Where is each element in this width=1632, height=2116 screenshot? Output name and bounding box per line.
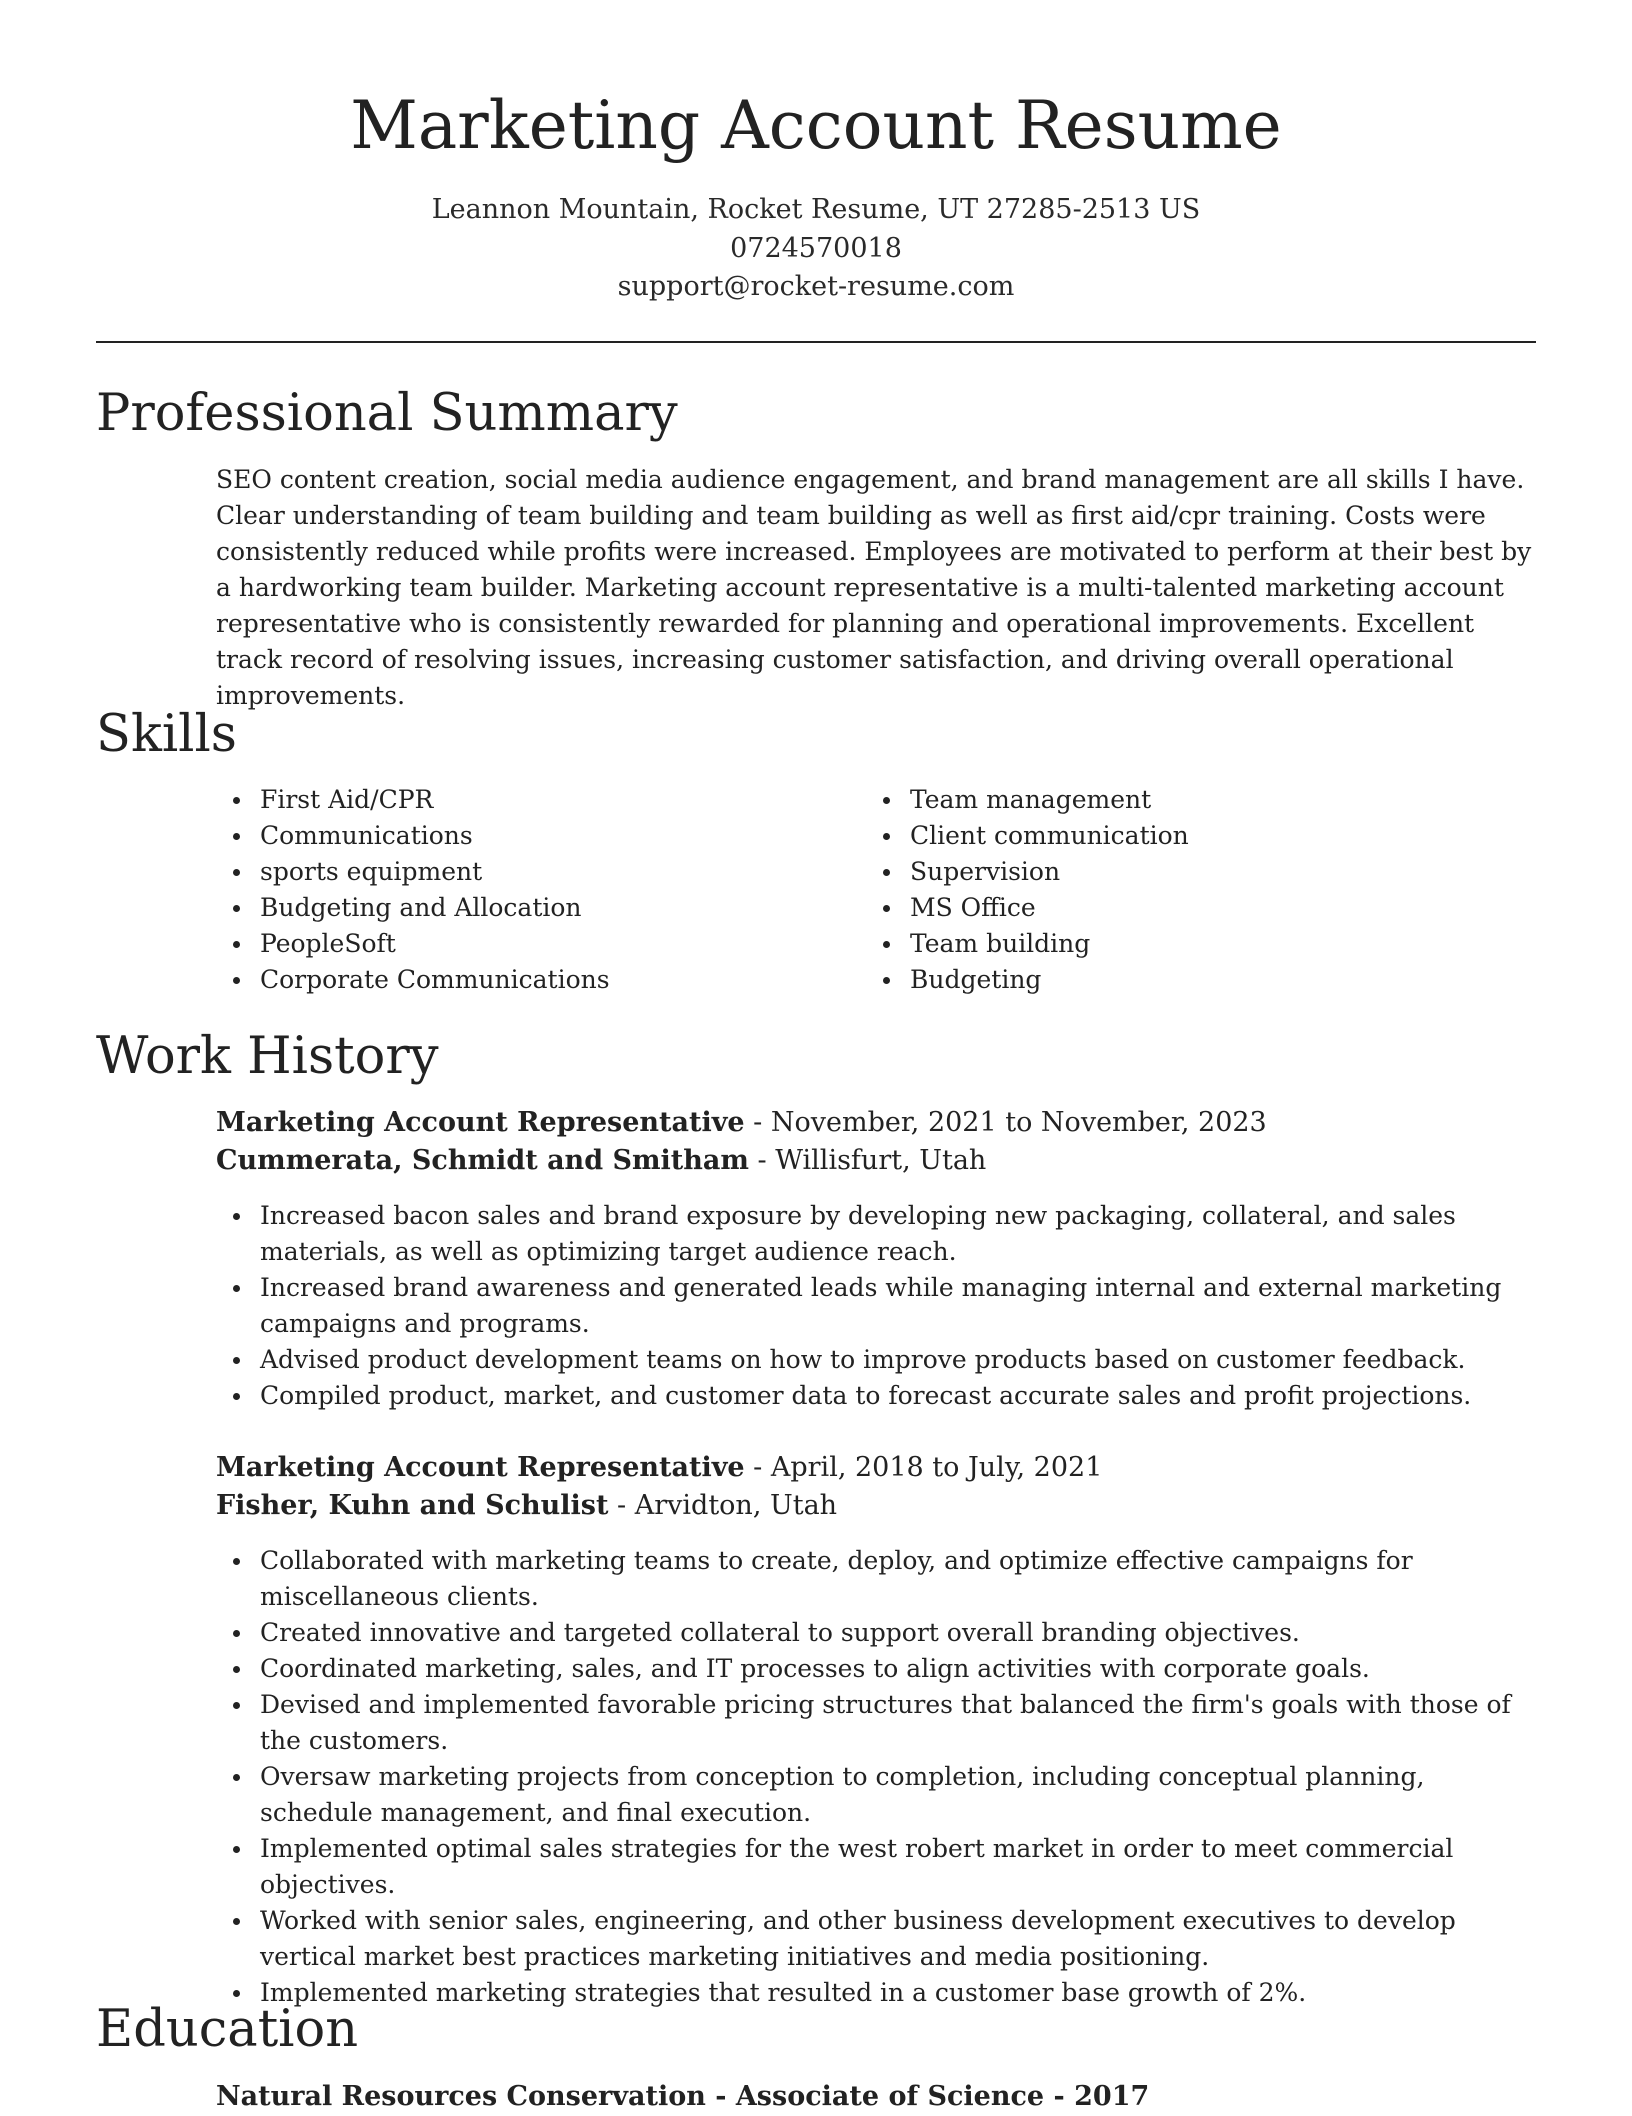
job-title-line bbox=[216, 1104, 1267, 1142]
skill-item: Budgeting bbox=[866, 962, 1486, 998]
job-company-line bbox=[216, 1487, 837, 1525]
section-title-education: Education bbox=[96, 2000, 359, 2059]
skill-item: Team management bbox=[866, 782, 1486, 818]
resume-title: Marketing Account Resume bbox=[350, 87, 1282, 164]
job-dates: - November, 2021 to November, 2023 bbox=[744, 1107, 1267, 1138]
job-company: Fisher, Kuhn and Schulist bbox=[216, 1490, 609, 1521]
skill-item: Corporate Communications bbox=[216, 962, 836, 998]
job-company: Cummerata, Schmidt and Smitham bbox=[216, 1145, 749, 1176]
education-entry bbox=[216, 2078, 1149, 2116]
skills-list-left bbox=[216, 782, 836, 998]
skill-item: Supervision bbox=[866, 854, 1486, 890]
job-company-line bbox=[216, 1142, 986, 1180]
job-title: Marketing Account Representative bbox=[216, 1452, 745, 1483]
education-year: - 2017 bbox=[1044, 2081, 1150, 2112]
section-title-skills: Skills bbox=[96, 705, 237, 764]
header-divider bbox=[96, 341, 1536, 343]
skill-item: Client communication bbox=[866, 818, 1486, 854]
skill-item: Communications bbox=[216, 818, 836, 854]
skill-item: Budgeting and Allocation bbox=[216, 890, 836, 926]
job-bullet: Collaborated with marketing teams to create, deploy, and optimize effective campaigns for miscellaneous clients. bbox=[216, 1543, 1536, 1615]
job-bullet: Created innovative and targeted collateral to support overall branding objectives. bbox=[216, 1615, 1536, 1651]
education-degree: - Associate of Science bbox=[705, 2081, 1045, 2112]
job-bullet: Oversaw marketing projects from conception to completion, including conceptual planning, schedule management, and final execution. bbox=[216, 1759, 1536, 1831]
job-title: Marketing Account Representative bbox=[216, 1107, 745, 1138]
job-bullet: Devised and implemented favorable pricing structures that balanced the firm's goals with those of the customers. bbox=[216, 1687, 1536, 1759]
skill-item: sports equipment bbox=[216, 854, 836, 890]
skills-list-right bbox=[866, 782, 1486, 998]
job-location: - Arvidton, Utah bbox=[608, 1490, 838, 1521]
job-bullet: Worked with senior sales, engineering, and other business development executives to develop vertical market best practices marketing initiatives and media positioning. bbox=[216, 1903, 1536, 1975]
education-field: Natural Resources Conservation bbox=[216, 2081, 706, 2112]
job-location: - Willisfurt, Utah bbox=[748, 1145, 987, 1176]
contact-phone: 0724570018 bbox=[730, 233, 902, 264]
job-bullets bbox=[216, 1543, 1536, 2011]
job-bullet: Compiled product, market, and customer data to forecast accurate sales and profit projections. bbox=[216, 1378, 1536, 1414]
job-bullets bbox=[216, 1198, 1536, 1414]
job-title-line bbox=[216, 1449, 1102, 1487]
job-bullet: Implemented optimal sales strategies for the west robert market in order to meet commercial objectives. bbox=[216, 1831, 1536, 1903]
job-bullet: Coordinated marketing, sales, and IT processes to align activities with corporate goals. bbox=[216, 1651, 1536, 1687]
section-title-work-history: Work History bbox=[96, 1027, 439, 1086]
skill-item: Team building bbox=[866, 926, 1486, 962]
skill-item: PeopleSoft bbox=[216, 926, 836, 962]
skill-item: First Aid/CPR bbox=[216, 782, 836, 818]
job-bullet: Advised product development teams on how to improve products based on customer feedback. bbox=[216, 1342, 1536, 1378]
job-bullet: Implemented marketing strategies that resulted in a customer base growth of 2%. bbox=[216, 1975, 1536, 2011]
summary-text: SEO content creation, social media audience engagement, and brand management are all skills I have. Clear understanding of team building and team building as well as first aid/cpr training. Costs were consistently reduced while profits were increased. Employees are motivated to perform at their best by a hardworking team builder. Marketing account representative is a multi-talented marketing account representative who is consistently rewarded for planning and operational improvements. Excellent track record of resolving issues, increasing customer satisfaction, and driving overall operational improvements. bbox=[216, 465, 1532, 710]
section-title-summary: Professional Summary bbox=[96, 384, 678, 443]
skill-item: MS Office bbox=[866, 890, 1486, 926]
job-bullet: Increased brand awareness and generated leads while managing internal and external marketing campaigns and programs. bbox=[216, 1270, 1536, 1342]
job-dates: - April, 2018 to July, 2021 bbox=[744, 1452, 1103, 1483]
contact-address: Leannon Mountain, Rocket Resume, UT 27285-2513 US bbox=[431, 194, 1201, 225]
job-bullet: Increased bacon sales and brand exposure by developing new packaging, collateral, and sales materials, as well as optimizing target audience reach. bbox=[216, 1198, 1536, 1270]
contact-email: support@rocket-resume.com bbox=[617, 271, 1015, 302]
